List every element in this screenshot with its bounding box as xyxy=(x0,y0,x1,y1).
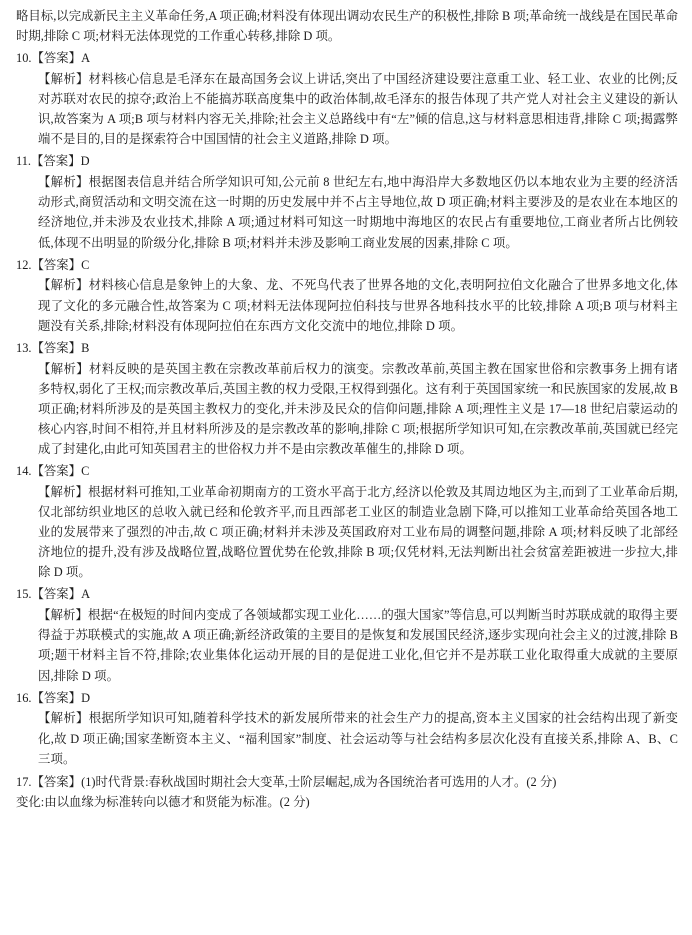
answer-line-10 xyxy=(16,49,678,69)
item-number-11: 11. xyxy=(16,154,32,169)
answer-line-16 xyxy=(16,689,678,709)
analysis-12 xyxy=(16,275,678,335)
answer-item-14 xyxy=(16,462,678,582)
analysis-text-14: 根据材料可推知,工业革命初期南方的工资水平高于北方,经济以伦敦及其周边地区为主,而到了工业革命后期,仅北部纺织业地区的总收入就已经和伦敦齐平,而且西部老工业区的制造业急剧下降,可以推知工业革命给英国各地工业的发展带来了强烈的冲击,故 C 项正确;材料并未涉及英国政府对工业布局的调整问题,排除 A 项;材料反映了北部经济地位的提升,没有涉及战略位置,战略位置优势在伦敦,排除 B 项;仅凭材料,无法判断出社会贫富差距被进一步拉大,排除 D 项。 xyxy=(38,484,679,580)
answer-item-13 xyxy=(16,339,678,459)
answer-label-16: 【答案】 xyxy=(31,690,82,705)
answer-value-16: D xyxy=(81,690,91,705)
analysis-14 xyxy=(16,482,678,582)
analysis-text-13: 材料反映的是英国主教在宗教改革前后权力的演变。宗教改革前,英国主教在国家世俗和宗教事务上拥有诸多特权,弱化了王权;而宗教改革后,英国主教的权力受限,王权得到强化。这有利于英国国家统一和民族国家的发展,故 B 项正确;材料所涉及的是英国主教权力的变化,并未涉及民众的信仰问题,排除 A 项;理性主义是 17—18 世纪启蒙运动的核心内容,时间不相符,并且材料所涉及的是宗教改革的影响,排除 C 项;根据所学知识可知,在宗教改革前,英国就已经完成了封建化,由此可知英国君主的世俗权力并不是由宗教改革催生的,排除 D 项。 xyxy=(38,361,679,456)
answer-line-15 xyxy=(16,585,678,605)
analysis-label-11: 【解析】 xyxy=(38,175,89,190)
answer-value-15: A xyxy=(81,587,91,602)
answer-label-17: 【答案】 xyxy=(31,774,82,789)
analysis-label-14: 【解析】 xyxy=(38,484,89,499)
analysis-text-11: 根据图表信息并结合所学知识可知,公元前 8 世纪左右,地中海沿岸大多数地区仍以本地农业为主要的经济活动形式,商贸活动和文明交流在这一时期的历史发展中并不占主导地位,故 D 项正确;材料主要涉及的是农业在本地区的经济地位,并未涉及农业技术,排除 A 项;通过材料可知这一时期地中海地区的农民占有重要地位,工商业者所占比例较低,体现不出明显的阶级分化,排除 B 项;材料并未涉及影响工商业发展的因素,排除 C 项。 xyxy=(38,175,678,250)
analysis-10 xyxy=(16,69,678,149)
answer-item-15 xyxy=(16,585,678,685)
item-number-14: 14. xyxy=(16,464,32,479)
analysis-label-13: 【解析】 xyxy=(38,361,89,376)
item-number-15: 15. xyxy=(16,587,32,602)
analysis-13 xyxy=(16,359,678,459)
analysis-text-10: 材料核心信息是毛泽东在最高国务会议上讲话,突出了中国经济建设要注意重工业、轻工业、农业的比例;反对苏联对农民的掠夺;政治上不能搞苏联高度集中的政治体制,故毛泽东的报告体现了共产党人对社会主义建设的新认识,故答案为 A 项;B 项与材料内容无关,排除;社会主义总路线中有“左”倾的信息,这与材料意思相违背,排除 C 项;揭露弊端不是目的,目的是探索符合中国国情的社会主义道路,排除 D 项。 xyxy=(38,72,678,147)
answer-item-11 xyxy=(16,152,678,252)
answer-label-11: 【答案】 xyxy=(31,154,81,169)
answer-line-14 xyxy=(16,462,678,482)
analysis-16 xyxy=(16,708,678,768)
answer-line-17 xyxy=(16,772,678,792)
analysis-11 xyxy=(16,172,678,252)
answer-label-10: 【答案】 xyxy=(31,51,82,66)
answer-value-14: C xyxy=(81,464,90,479)
answer-text-17-line2: 变化:由以血缘为标准转向以德才和贤能为标准。(2 分) xyxy=(16,794,310,809)
answer-line-12 xyxy=(16,256,678,276)
paragraph-continuation: 略目标,以完成新民主主义革命任务,A 项正确;材料没有体现出调动农民生产的积极性,排除 B 项;革命统一战线是在国民革命时期,排除 C 项;材料无法体现党的工作重心转移,排除 D 项。 xyxy=(16,9,678,44)
answer-label-14: 【答案】 xyxy=(31,464,82,479)
answer-item-17 xyxy=(16,772,678,812)
answer-line-11 xyxy=(16,152,678,172)
answer-label-12: 【答案】 xyxy=(31,257,82,272)
analysis-15 xyxy=(16,605,678,685)
item-number-17: 17. xyxy=(16,774,32,789)
answer-value-12: C xyxy=(81,257,90,272)
answer-text-17-line1: (1)时代背景:春秋战国时期社会大变革,士阶层崛起,成为各国统治者可选用的人才。(2 分) xyxy=(81,774,557,789)
answer-label-13: 【答案】 xyxy=(31,340,82,355)
analysis-label-16: 【解析】 xyxy=(38,711,89,726)
answer-value-10: A xyxy=(81,51,91,66)
item-number-12: 12. xyxy=(16,257,32,272)
item-number-10: 10. xyxy=(16,51,32,66)
answer-line-13 xyxy=(16,339,678,359)
answer-item-10 xyxy=(16,49,678,149)
analysis-text-12: 材料核心信息是象钟上的大象、龙、不死鸟代表了世界各地的文化,表明阿拉伯文化融合了世界多地文化,体现了文化的多元融合性,故答案为 C 项;材料无法体现阿拉伯科技与世界各地科技水平的比较,排除 A 项;B 项与材料主题没有关系,排除;材料没有体现阿拉伯在东西方文化交流中的地位,排除 D 项。 xyxy=(38,278,679,333)
analysis-text-15: 根据“在极短的时间内变成了各领域都实现工业化……的强大国家”等信息,可以判断当时苏联成就的取得主要得益于苏联模式的实施,故 A 项正确;新经济政策的主要目的是恢复和发展国民经济,逐步实现向社会主义的过渡,排除 B 项;题干材料主旨不符,排除;农业集体化运动开展的目的是促进工业化,但它并不是苏联工业化取得重大成就的主要原因,排除 D 项。 xyxy=(38,608,678,683)
item-number-13: 13. xyxy=(16,340,32,355)
answer-value-11: D xyxy=(80,154,90,169)
analysis-label-10: 【解析】 xyxy=(38,72,89,87)
analysis-label-15: 【解析】 xyxy=(38,608,89,623)
answer-item-12 xyxy=(16,256,678,336)
answer-label-15: 【答案】 xyxy=(31,587,82,602)
analysis-text-16: 根据所学知识可知,随着科学技术的新发展所带来的社会生产力的提高,资本主义国家的社会结构出现了新变化,故 D 项正确;国家垄断资本主义、“福利国家”制度、社会运动等与社会结构多层次化没有直接关系,排除 A、B、C 三项。 xyxy=(38,711,679,766)
answer-value-13: B xyxy=(81,340,90,355)
analysis-label-12: 【解析】 xyxy=(38,278,89,293)
answer-item-16 xyxy=(16,689,678,769)
item-number-16: 16. xyxy=(16,690,32,705)
